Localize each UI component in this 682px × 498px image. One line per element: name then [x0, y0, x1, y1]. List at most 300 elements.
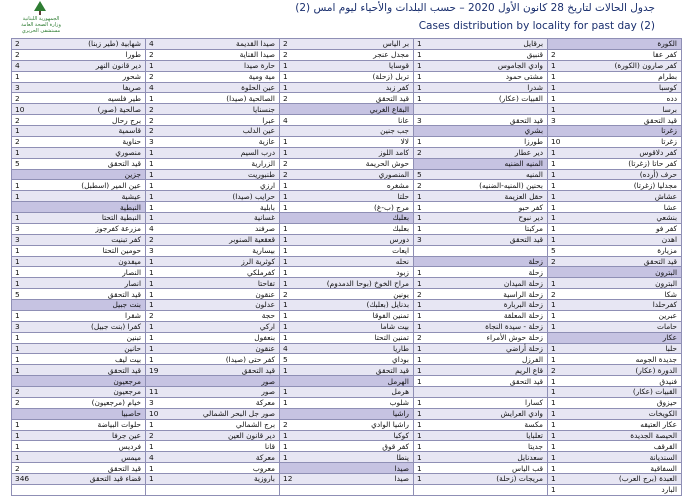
locality-name: بوداي [391, 354, 409, 364]
locality-name: قب الياس [512, 463, 543, 473]
locality-name: قيد التحقق [643, 256, 677, 266]
locality-name: الحيصة الجديدة [630, 430, 677, 440]
case-count: 1 [15, 365, 20, 375]
case-count: 5 [283, 354, 288, 364]
locality-name: بيت شاما [380, 322, 409, 332]
table-row [12, 343, 145, 354]
locality-name: فنيدق [659, 376, 677, 386]
locality-name: عانا [398, 115, 409, 125]
locality-name: صالحية (صور) [97, 104, 141, 114]
case-count: 1 [15, 441, 20, 451]
case-count: 346 [15, 474, 30, 484]
table-row [280, 147, 413, 158]
table-row [12, 158, 145, 169]
locality-name: زحلة المعلقة [503, 311, 543, 321]
table-row [12, 484, 145, 496]
table-row [146, 179, 279, 190]
case-count: 1 [149, 213, 154, 223]
table-row [414, 397, 547, 408]
case-count: 1 [149, 256, 154, 266]
case-count: 1 [283, 191, 288, 201]
case-count: 1 [15, 72, 20, 82]
locality-name: قيد التحقق [241, 365, 275, 375]
table-row [280, 419, 413, 430]
case-count: 1 [417, 311, 422, 321]
table-row [12, 451, 145, 462]
case-count: 1 [551, 159, 556, 169]
case-count: 1 [551, 191, 556, 201]
table-row [12, 266, 145, 277]
table-row [12, 147, 145, 158]
case-count: 1 [149, 354, 154, 364]
table-row [280, 266, 413, 277]
case-count: 2 [149, 430, 154, 440]
case-count: 2 [551, 256, 556, 266]
table-row [280, 277, 413, 288]
locality-name: طاريا [392, 343, 409, 353]
locality-name: كوسبا [658, 82, 677, 92]
table-column-block [547, 38, 682, 496]
case-count: 3 [149, 137, 154, 147]
district-name: بشري [524, 126, 543, 136]
table-row [12, 462, 145, 473]
case-count: 1 [15, 452, 20, 462]
locality-name: جب جنين [380, 126, 409, 136]
table-row [548, 201, 681, 212]
case-count: 2 [417, 180, 422, 190]
case-count: 1 [417, 300, 422, 310]
table-row [548, 212, 681, 223]
case-count: 1 [417, 50, 422, 60]
case-count: 1 [283, 180, 288, 190]
table-row [414, 266, 547, 277]
case-count: 1 [551, 104, 556, 114]
table-row [548, 103, 681, 114]
locality-name: الكويخات [648, 409, 677, 419]
locality-name: بنعفول [254, 333, 275, 343]
table-row [414, 60, 547, 71]
section-header-row [414, 256, 547, 267]
case-count: 1 [15, 343, 20, 353]
case-count: 1 [551, 278, 556, 288]
case-count: 1 [283, 148, 288, 158]
section-header-row [12, 169, 145, 180]
table-row [548, 158, 681, 169]
table-row [12, 288, 145, 299]
locality-name: وادي العرايش [500, 409, 543, 419]
case-count: 1 [551, 463, 556, 473]
table-row [12, 190, 145, 201]
case-count: 1 [551, 376, 556, 386]
locality-name: قضاء قيد التحقق [89, 474, 141, 484]
table-column-block [11, 38, 145, 496]
locality-name: السفاقية [650, 463, 677, 473]
table-row [280, 397, 413, 408]
locality-name: برسا [662, 104, 677, 114]
locality-name: كفر تبنيت [111, 235, 141, 245]
table-row [146, 60, 279, 71]
locality-name: بعلبك [392, 224, 409, 234]
case-count: 5 [551, 246, 556, 256]
table-row [414, 408, 547, 419]
case-count: 2 [149, 235, 154, 245]
locality-name: معركة [255, 452, 275, 462]
table-row [414, 201, 547, 212]
locality-name: عنقون [255, 289, 275, 299]
locality-name: خيام (مرجعيون) [91, 398, 141, 408]
table-row [12, 277, 145, 288]
case-count: 11 [149, 387, 159, 397]
table-row [414, 462, 547, 473]
table-row [548, 430, 681, 441]
case-count: 1 [551, 452, 556, 462]
table-row [414, 71, 547, 82]
table-row [12, 114, 145, 125]
case-count: 1 [551, 72, 556, 82]
table-row [280, 125, 413, 136]
locality-name: عين الحلوة [241, 82, 275, 92]
case-count: 3 [15, 224, 20, 234]
table-row [414, 299, 547, 310]
locality-name: مجدليا (زغرتا) [633, 180, 677, 190]
case-count: 1 [283, 398, 288, 408]
locality-name: عنقون [255, 343, 275, 353]
table-row [548, 245, 681, 256]
case-count: 1 [417, 343, 422, 353]
section-header-row [280, 375, 413, 386]
case-count: 1 [417, 430, 422, 440]
locality-name: مرجعيون [113, 387, 141, 397]
locality-name: طير فلسيه [107, 93, 141, 103]
locality-name: صرفند [255, 224, 275, 234]
case-count: 1 [551, 61, 556, 71]
logo-text-line1: الجمهورية اللبنانية [22, 16, 60, 22]
case-count: 1 [417, 72, 422, 82]
case-count: 1 [417, 267, 422, 277]
table-row [146, 266, 279, 277]
case-count: 3 [417, 235, 422, 245]
table-row [548, 473, 681, 484]
locality-name: جديتا [528, 441, 543, 451]
table-row [280, 353, 413, 364]
table-row [280, 245, 413, 256]
case-count: 1 [15, 354, 20, 364]
locality-name: زحلة أراضي [505, 343, 543, 353]
locality-name: لالا [400, 137, 409, 147]
section-header-row [12, 408, 145, 419]
case-count: 1 [149, 202, 154, 212]
locality-name: تفاحتا [257, 278, 275, 288]
locality-name: حلوات البياضة [97, 420, 141, 430]
case-count: 2 [283, 420, 288, 430]
locality-name: عكار العتيقه [640, 420, 677, 430]
locality-name: دورس [389, 235, 409, 245]
case-count: 1 [15, 430, 20, 440]
case-count: 4 [149, 82, 154, 92]
table-row [414, 375, 547, 386]
table-row [146, 212, 279, 223]
case-count: 1 [149, 289, 154, 299]
table-row [548, 353, 681, 364]
locality-name: البترون [655, 278, 677, 288]
locality-name: حيزوق [656, 398, 677, 408]
case-count: 1 [417, 376, 422, 386]
case-count: 1 [149, 61, 154, 71]
case-count: 1 [551, 224, 556, 234]
case-count: 1 [551, 213, 556, 223]
locality-name: جنسنايا [252, 104, 275, 114]
section-header-row [12, 201, 145, 212]
locality-name: زحلة حوش الأمراء [486, 333, 543, 343]
table-row [12, 82, 145, 93]
table-row [548, 114, 681, 125]
case-count: 2 [149, 126, 154, 136]
case-count: 1 [283, 235, 288, 245]
table-row [146, 71, 279, 82]
table-row [414, 147, 547, 158]
case-count: 1 [417, 224, 422, 234]
locality-name: عازية [258, 137, 275, 147]
table-row [280, 92, 413, 103]
locality-name: دير قانون النهر [95, 61, 141, 71]
locality-name: تربل (زحلة) [372, 72, 409, 82]
section-header-row [548, 38, 681, 49]
section-header-row [548, 332, 681, 343]
table-row [146, 82, 279, 93]
table-row [414, 169, 547, 180]
case-count: 4 [149, 224, 154, 234]
case-count: 10 [15, 104, 25, 114]
locality-name: عين الدلب [242, 126, 275, 136]
case-count: 1 [15, 191, 20, 201]
table-row [548, 397, 681, 408]
case-count: 1 [149, 278, 154, 288]
table-column-block [279, 38, 413, 496]
case-count: 2 [551, 50, 556, 60]
table-row [548, 364, 681, 375]
locality-name: بنشعي [656, 213, 677, 223]
table-row [548, 190, 681, 201]
table-row [548, 375, 681, 386]
locality-name: حارة صيدا [243, 61, 275, 71]
table-row [12, 353, 145, 364]
locality-name: قيد التحقق [643, 115, 677, 125]
case-count: 5 [15, 289, 20, 299]
locality-name: برج الشمالي [235, 420, 275, 430]
case-count: 1 [15, 148, 20, 158]
locality-name: قيد التحقق [509, 235, 543, 245]
table-row [548, 299, 681, 310]
locality-name: انصار [124, 278, 141, 288]
table-row [280, 201, 413, 212]
locality-name: كفر قوق [382, 441, 409, 451]
locality-name: قيد التحقق [509, 115, 543, 125]
case-count: 1 [417, 365, 422, 375]
district-name: صيدا [394, 463, 409, 473]
locality-name: بحنين (المنيه-الضنيه) [479, 180, 543, 190]
table-row [12, 397, 145, 408]
case-count: 3 [15, 322, 20, 332]
locality-name: ميمس [121, 452, 141, 462]
table-row [146, 125, 279, 136]
locality-name: كفر زبد [385, 82, 409, 92]
case-count: 12 [283, 474, 293, 484]
table-row [414, 212, 547, 223]
locality-name: صور جل البحر الشمالي [202, 409, 275, 419]
case-count: 1 [15, 126, 20, 136]
case-count: 2 [417, 289, 422, 299]
locality-name: تبنين [126, 333, 141, 343]
locality-name: زحلة - سيدة النجاة [485, 322, 543, 332]
case-count: 1 [551, 441, 556, 451]
table-row [12, 364, 145, 375]
locality-name: حلتا [397, 191, 409, 201]
table-row [548, 321, 681, 332]
locality-name: ينطا [396, 452, 409, 462]
locality-name: مشغره [386, 180, 409, 190]
section-header-row [548, 266, 681, 277]
case-count: 1 [149, 322, 154, 332]
table-row [146, 408, 279, 419]
locality-name: دير نبوح [518, 213, 543, 223]
title-arabic: جدول الحالات لتاريخ 28 كانون الأول 2020 – حسب البلدات والأحياء ليوم امس (2) [295, 2, 655, 14]
table-row [548, 49, 681, 60]
table-row [548, 60, 681, 71]
table-row [548, 256, 681, 267]
table-row [414, 136, 547, 147]
table-row [146, 169, 279, 180]
locality-name: شقرا [124, 311, 141, 321]
locality-name: كفر حاتا (زغرتا) [628, 159, 677, 169]
case-count: 4 [149, 39, 154, 49]
locality-name: اركي [259, 322, 275, 332]
locality-name: مية ومية [248, 72, 275, 82]
locality-name: فرديس [118, 441, 141, 451]
table-row [414, 190, 547, 201]
locality-name: زغرتا [661, 137, 677, 147]
table-row [146, 147, 279, 158]
case-count: 1 [283, 452, 288, 462]
district-name: الهرمل [387, 376, 409, 386]
table-row [414, 473, 547, 484]
table-row [146, 103, 279, 114]
locality-name: شحور [122, 72, 141, 82]
locality-name: شهابية (طير زبنا) [88, 39, 141, 49]
table-row [414, 343, 547, 354]
locality-name: كفر حتى (صيدا) [225, 354, 275, 364]
table-row [280, 169, 413, 180]
case-count: 1 [551, 409, 556, 419]
table-column-block [145, 38, 279, 496]
locality-name: كسارا [525, 398, 543, 408]
locality-name: حقل العزيمة [504, 191, 543, 201]
locality-name: يونين [393, 289, 409, 299]
case-count: 1 [417, 474, 422, 484]
table-row [548, 234, 681, 245]
table-row [280, 71, 413, 82]
table-row [146, 234, 279, 245]
table-row [280, 223, 413, 234]
case-count: 1 [283, 137, 288, 147]
table-row [548, 92, 681, 103]
table-row [12, 473, 145, 484]
table-row [548, 408, 681, 419]
case-count: 1 [551, 387, 556, 397]
case-count: 1 [15, 267, 20, 277]
locality-name: كفر صارون (الكورة) [614, 61, 677, 71]
case-count: 1 [417, 278, 422, 288]
locality-name: الدورة (عكار) [635, 365, 677, 375]
table-row [146, 245, 279, 256]
locality-name: مراح الخوخ (بوحا الدمدوم) [326, 278, 409, 288]
locality-name: كوثرية الرز [241, 256, 275, 266]
locality-name: زحلة الميدان [503, 278, 543, 288]
locality-name: مزرعة كفرجوز [95, 224, 141, 234]
case-count: 4 [283, 115, 288, 125]
case-count: 1 [417, 39, 422, 49]
locality-name: راشيا الوادي [371, 420, 409, 430]
locality-name: عين جرفا [111, 430, 141, 440]
table-row [146, 256, 279, 267]
table-row [146, 440, 279, 451]
table-row [280, 473, 413, 484]
section-header-row [146, 375, 279, 386]
case-count: 2 [283, 159, 288, 169]
section-header-row [548, 125, 681, 136]
locality-name: حومين التحتا [102, 246, 141, 256]
case-count: 3 [551, 115, 556, 125]
case-count: 1 [551, 93, 556, 103]
case-count: 1 [417, 452, 422, 462]
table-row [146, 190, 279, 201]
case-count: 1 [149, 191, 154, 201]
locality-name: طورزا [524, 137, 543, 147]
case-count: 4 [149, 452, 154, 462]
case-count: 1 [551, 300, 556, 310]
locality-name: حوش الحريمة [365, 159, 409, 169]
table-row [280, 332, 413, 343]
locality-name: الصالحية (صيدا) [226, 93, 275, 103]
logo-text-line3: مستشفى الحريري [21, 28, 61, 34]
case-count: 2 [417, 333, 422, 343]
case-count: 1 [551, 420, 556, 430]
case-count: 1 [283, 311, 288, 321]
locality-name: منصوري [115, 148, 141, 158]
locality-name: باروزية [253, 474, 275, 484]
locality-name: شدرا [527, 82, 543, 92]
case-count: 1 [551, 398, 556, 408]
table-row [146, 201, 279, 212]
district-name: راشيا [392, 409, 409, 419]
locality-name: ايعات [392, 246, 409, 256]
case-count: 2 [283, 93, 288, 103]
locality-name: قيد التحقق [509, 376, 543, 386]
case-count: 1 [283, 300, 288, 310]
case-count: 1 [283, 333, 288, 343]
case-count: 1 [149, 169, 154, 179]
case-count: 1 [283, 246, 288, 256]
locality-name: عبرا [262, 115, 275, 125]
table-row [548, 223, 681, 234]
district-name: جزين [124, 169, 141, 179]
table-row [548, 147, 681, 158]
locality-name: السنديانة [649, 452, 677, 462]
locality-name: برقايل [523, 39, 543, 49]
locality-name: مجدل عنجر [373, 50, 409, 60]
case-count: 1 [149, 148, 154, 158]
table-row [146, 277, 279, 288]
section-header-row [414, 158, 547, 169]
